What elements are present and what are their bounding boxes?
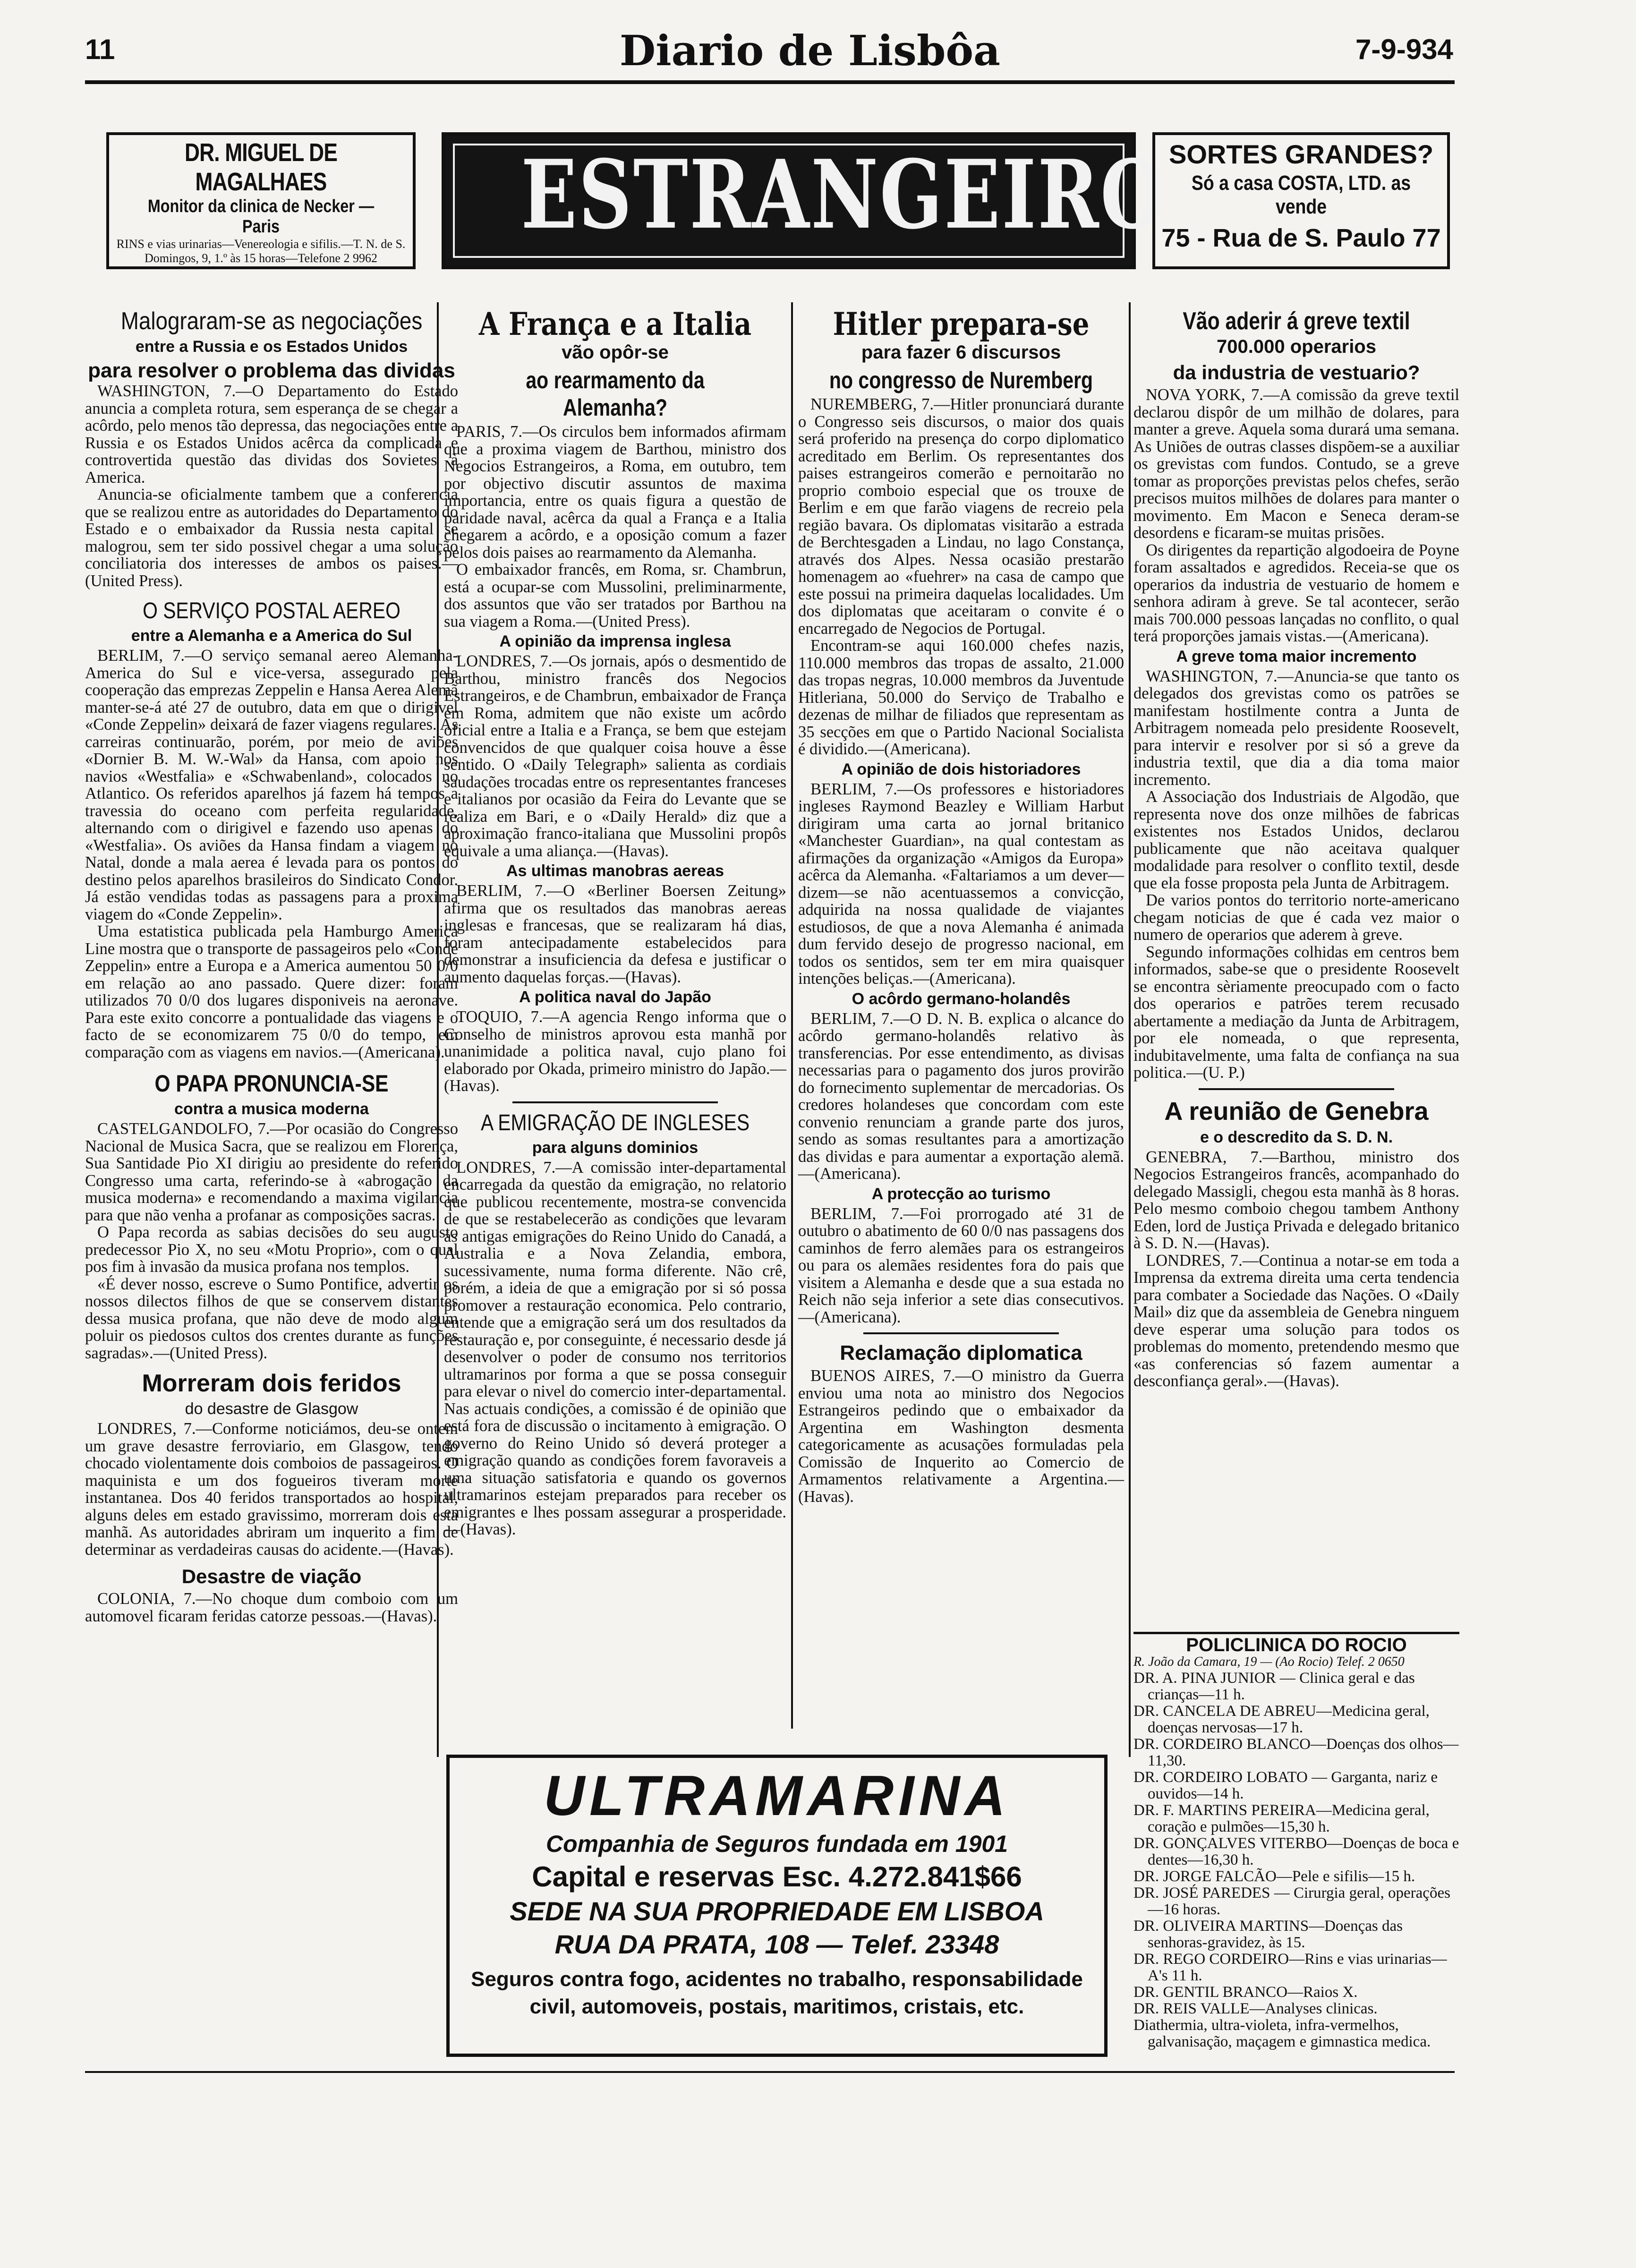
article-paragraph: LONDRES, 7.—Conforme noticiámos, deu-se ontem um grave desastre ferroviario, em Glasgow, tendo chocado violentamente dois comboios de passageiros. O maquinista e um dos fogueiros tiveram morte instantanea. Dos 40 feridos transportados ao hospital, alguns deles em estado gravissimo, morreram dois esta manhã. As autoridades abriram um inquerito a fim de determinar as verdadeiras causas do acidente.—(Havas). bbox=[85, 1420, 458, 1559]
subheadline: A politica naval do Japão bbox=[519, 988, 711, 1006]
article-paragraph: COLONIA, 7.—No choque dum comboio com um automovel ficaram feridas catorze pessoas.—(Havas). bbox=[85, 1590, 458, 1625]
subheadline: entre a Alemanha e a America do Sul bbox=[131, 627, 412, 645]
headline: Morreram dois feridos bbox=[142, 1370, 401, 1397]
headline: A França e a Italia bbox=[478, 306, 752, 342]
column-3 bbox=[798, 302, 1124, 1505]
column-1 bbox=[85, 302, 458, 1625]
headline: A reunião de Genebra bbox=[1164, 1097, 1429, 1125]
divider bbox=[1199, 1088, 1394, 1090]
masthead: Diario de Lisbôa bbox=[619, 26, 1001, 75]
ad-right-subtitle: Só a casa COSTA, LTD. as vende bbox=[1191, 171, 1411, 218]
subheadline: A greve toma maior incremento bbox=[1176, 647, 1417, 665]
list-item: Diathermia, ultra-violeta, infra-vermelhos, galvanisação, maçagem e gimnastica medica. bbox=[1133, 2017, 1431, 2050]
ad-right-address: 75 - Rua de S. Paulo 77 bbox=[1161, 224, 1441, 252]
column-rule bbox=[1129, 302, 1131, 1757]
list-item: DR. GENTIL BRANCO—Raios X. bbox=[1133, 1984, 1358, 2001]
headline: Reclamação diplomatica bbox=[840, 1341, 1082, 1364]
list-item: DR. JOSÉ PAREDES — Cirurgia geral, operações—16 horas. bbox=[1133, 1884, 1450, 1918]
article-paragraph: Encontram-se aqui 160.000 chefes nazis, 110.000 membros das tropas de assalto, 21.000 das tropas negras, 10.000 membros da Juventude Hitleriana, 50.000 do Serviço de Trabalho e dezenas de milhar de filiados que representam as 35 secções em que o Partido Nacional Socialista é dividido.—(Americana). bbox=[798, 637, 1124, 758]
list-item: DR. REGO CORDEIRO—Rins e vias urinarias—A's 11 h. bbox=[1133, 1951, 1447, 1984]
subheadline: 700.000 operarios bbox=[1217, 336, 1376, 357]
subheadline: e o descredito da S. D. N. bbox=[1200, 1128, 1393, 1146]
article-paragraph: PARIS, 7.—Os circulos bem informados afirmam que a proxima viagem de Barthou, ministro dos Negocios Estrangeiros, a Roma, em outubro, tem por objectivo discutir assuntos de maxima importancia, entre os quais figura a questão de paridade naval, acêrca da qual a França e a Italia chegarem a acôrdo, e a oposição comum a fazer pelos dois paises ao rearmamento da Alemanha. bbox=[444, 423, 786, 562]
list-item: DR. A. PINA JUNIOR — Clinica geral e das crianças—11 h. bbox=[1133, 1670, 1415, 1703]
column-rule bbox=[791, 302, 793, 1729]
list-item: DR. CANCELA DE ABREU—Medicina geral, doenças nervosas—17 h. bbox=[1133, 1703, 1430, 1736]
list-item: DR. CORDEIRO BLANCO—Doenças dos olhos—11,30. bbox=[1133, 1736, 1459, 1769]
article-paragraph: LONDRES, 7.—Os jornais, após o desmentido de Barthou, ministro francês dos Negocios Estrangeiros, e de Chambrun, embaixador de França em Roma, admitem que não existe um acôrdo oficial entre a Italia e a França, se bem que estejam convencidos de que qualquer coisa houve a êsse sentido. O «Daily Telegraph» salienta as cordiais saudações trocadas entre os representantes franceses e italianos por ocasião da Feira do Levante que se realiza em Bari, e o «Daily Herald» diz que a aproximação franco-italiana que Mussolini propôs equivale a uma aliança.—(Havas). bbox=[444, 652, 786, 860]
ad-ultramarina-seat: SEDE NA SUA PROPRIEDADE EM LISBOA bbox=[510, 1896, 1044, 1926]
headline: A EMIGRAÇÃO DE INGLESES bbox=[480, 1110, 750, 1135]
policlinica-ad bbox=[1133, 1632, 1459, 2050]
ad-left-subtitle: Monitor da clinica de Necker — Paris bbox=[147, 196, 375, 237]
subheadline: para resolver o problema das dividas bbox=[88, 359, 455, 382]
column-2 bbox=[444, 302, 786, 1538]
article-paragraph: NOVA YORK, 7.—A comissão da greve textil declarou dispôr de um milhão de dolares, para manter a greve. Aquela soma durará uma semana. As Uniões de outras classes dispõem-se a auxiliar os grevistas com fundos. Contudo, se a greve tomar as proporções previstas pelos chefes, serão precisos muitos milhões de dolares para manter o movimento. Em Macon e Seneca deram-se desordens e ficaram-se muitas prisões. bbox=[1133, 386, 1459, 542]
policlinica-title: POLICLINICA DO ROCIO bbox=[1133, 1632, 1459, 1654]
footer-rule bbox=[85, 2071, 1455, 2073]
ad-ultramarina bbox=[446, 1755, 1108, 2057]
subheadline: contra a musica moderna bbox=[174, 1100, 369, 1118]
subheadline: A opinião de dois historiadores bbox=[841, 760, 1081, 778]
article-paragraph: BERLIM, 7.—Foi prorrogado até 31 de outubro o abatimento de 60 0/0 nas passagens dos caminhos de ferro alemães para os estrangeiros ou para os alemães residentes fora do pais que visitem a Alemanha e desde que a sua estada no Reich não seja inferior a sete dias consecutivos.—(Americana). bbox=[798, 1204, 1124, 1326]
subheadline: O acôrdo germano-holandês bbox=[852, 989, 1071, 1008]
subheadline: vão opôr-se bbox=[562, 342, 669, 363]
article-paragraph: GENEBRA, 7.—Barthou, ministro dos Negocios Estrangeiros francês, acompanhado do delegado Massigli, chegou esta manhã às 8 horas. Pelo mesmo comboio chegou tambem Anthony Eden, lord de Justiça Privada e delegado britanico à S. D. N.—(Havas). bbox=[1133, 1148, 1459, 1252]
list-item: DR. GONÇALVES VITERBO—Doenças de boca e dentes—16,30 h. bbox=[1133, 1835, 1459, 1868]
article-paragraph: BERLIM, 7.—Os professores e historiadores ingleses Raymond Beazley e William Harbut dirigiram uma carta ao jornal britanico «Manchester Guardian», na qual contestam as afirmações da organização «Amigos da Europa» acêrca da Alemanha. «Faltariamos a um dever—dizem—se não acentuassemos a convicção, adquirida na nossa qualidade de viajantes estudiosos, de que a nova Alemanha é animada dum fervido desejo de progresso nacional, em todos os sentidos, sem ter em mira quaisquer intenções beliças.—(Americana). bbox=[798, 780, 1124, 988]
issue-date: 7-9-934 bbox=[1355, 34, 1453, 65]
ad-ultramarina-tagline: Companhia de Seguros fundada em 1901 bbox=[545, 1831, 1008, 1857]
article-paragraph: BERLIM, 7.—O serviço semanal aereo Alemanha-America do Sul e vice-versa, assegurado pela cooperação das emprezas Zeppelin e Hansa Aerea Alemã manter-se-á até 27 de outubro, data em que o dirigivel «Conde Zeppelin» deixará de fazer viagens regulares. As carreiras continuarão, porém, por meio de aviões «Dornier B. M. W.-Wal» da Hansa, com apoio nos navios «Westfalia» e «Schwabenland», colocados no Atlantico. Os referidos aparelhos já fazem há tempos a travessia do oceano com perfeita regularidade, alternando com o dirigivel e fazendo uso apenas do «Westfalia». Os aviões da Hansa findam a viagem no Natal, donde a mala aerea é levada para os pontos do destino pelos aparelhos brasileiros do Sindicato Condor. Já estão vendidas todas as passagens para a proxima viagem do «Conde Zeppelin». bbox=[85, 647, 458, 923]
article-paragraph: Segundo informações colhidas em centros bem informados, sabe-se que o presidente Roosevelt se encontra sèriamente preocupado com o facto dos operarios e patrões terem recusado abertamente a mediação da Junta de Arbitragem, por ele nomeada, o que representa, indubitavelmente, uma falta de confiança na sua politica.—(U. P.) bbox=[1133, 943, 1459, 1082]
section-title: ESTRANGEIRO bbox=[520, 139, 1166, 250]
article-paragraph: O Papa recorda as sabias decisões do seu augusto predecessor Pio X, no seu «Motu Proprio», com o qual pos fim à invasão da musica profana nos templos. bbox=[85, 1223, 458, 1276]
ad-ultramarina-services: Seguros contra fogo, acidentes no trabalho, responsabilidade civil, automoveis, postais, maritimos, cristais, etc. bbox=[471, 1968, 1083, 2018]
policlinica-address: R. João da Camara, 19 — (Ao Rocio) Telef. 2 0650 bbox=[1133, 1654, 1405, 1669]
article-paragraph: WASHINGTON, 7.—O Departamento do Estado anuncia a completa rotura, sem esperança de se chegar a acôrdo, pelo menos tão depressa, das negociações entre a Russia e os Estados Unidos acêrca da complicada e controvertida questão das dividas dos Sovietes à America. bbox=[85, 382, 458, 486]
article-paragraph: LONDRES, 7.—Continua a notar-se em toda a Imprensa da extrema direita uma certa tendencia para combater a Sociedade das Nações. O «Daily Mail» diz que da assembleia de Genebra ninguem deve esperar uma solução para todos os problemas do momento, pretendendo mesmo que «as conferencias só fazem aumentar a desconfiança geral».—(Havas). bbox=[1133, 1251, 1459, 1390]
headline: Malograram-se as negociações bbox=[120, 307, 423, 335]
article-paragraph: Anuncia-se oficialmente tambem que a conferencia que se realizou entre as autoridades do Departamento do Estado e o embaixador da Russia nesta capital se malogrou, sem ter sido possivel chegar a uma solução conciliatoria dos interesses de ambos os paises.—(United Press). bbox=[85, 486, 458, 590]
headline: Hitler prepara-se bbox=[833, 306, 1090, 342]
list-item: DR. JORGE FALCÃO—Pele e sifilis—15 h. bbox=[1133, 1868, 1415, 1885]
list-item: DR. F. MARTINS PEREIRA—Medicina geral, coração e pulmões—15,30 h. bbox=[1133, 1802, 1430, 1835]
article-paragraph: «É dever nosso, escreve o Sumo Pontifice, advertir os nossos dilectos filhos de que se conservem distantes dessa musica profana, que não deve de modo algum poluir os piedosos cultos dos crentes durante as funções sagradas».—(United Press). bbox=[85, 1275, 458, 1362]
headline: Desastre de viação bbox=[181, 1565, 362, 1587]
article-paragraph: Uma estatistica publicada pela Hamburgo America Line mostra que o transporte de passageiros pelo «Conde Zeppelin» entre a Europa e a America aumentou 50 0/0 em relação ao ano passado. Quere dizer: foram utilizados 70 0/0 dos lugares disponiveis na aeronave. Para este exito concorre a pontualidade das viagens e o facto de se economizarem 75 0/0 do tempo, em comparação com as viagens em navios.—(Americana). bbox=[85, 922, 458, 1061]
article-paragraph: BUENOS AIRES, 7.—O ministro da Guerra enviou uma nota ao ministro dos Negocios Estrangeiros pedindo que o embaixador da Argentina em Washington desmenta categoricamente as acusações formuladas pela Comissão de Inquerito ao Comercio de Armamentos relativamente a Argentina.—(Havas). bbox=[798, 1367, 1124, 1506]
article-paragraph: BERLIM, 7.—O D. N. B. explica o alcance do acôrdo germano-holandês relativo às transferencias. Por esse entendimento, as divisas necessarias para o pagamento dos juros provirão do fornecimento suplementar de mercadorias. Os credores holandeses que concordam com este convenio renunciam a grande parte dos juros, sendo as somas resultantes para a amortização das dividas e para aumentar a exportação alemã.—(Americana). bbox=[798, 1009, 1124, 1183]
ad-sortes-grandes bbox=[1152, 132, 1450, 269]
ad-doctor-magalhaes bbox=[106, 132, 416, 269]
column-4 bbox=[1133, 302, 1459, 1390]
ad-ultramarina-name: ULTRAMARINA bbox=[544, 1764, 1010, 1827]
subheadline: A opinião da imprensa inglesa bbox=[499, 632, 731, 650]
article-paragraph: LONDRES, 7.—A comissão inter-departamental encarregada da questão da emigração, no relatorio que publicou recentemente, mostra-se convencida de que se restabelecerão as condições que levaram às antigas emigrações do Reino Unido do Canadá, a Australia e a Nova Zelandia, embora, sucessivamente, numa forma diferente. Não crê, porém, a ideia de que a emigração por si só possa promover a restauração economica. Pelo contrario, entende que a emigração será um dos resultados da restauração e, por conseguinte, é necessario desde já desenvolver o poder de consumo nos territorios ultramarinos por forma a que se possa conseguir para elevar o nivel do comercio inter-departamental. Nas actuais condições, a comissão é de opinião que está fora de discussão o incitamento à emigração. O governo do Reino Unido só deverá proteger a emigração quando as condições forem favoraveis a uma situação satisfatoria e quando os governos ultramarinos estejam preparados para receber os emigrantes e lhes possam assegurar a prosperidade.—(Havas). bbox=[444, 1158, 786, 1538]
subheadline: para alguns dominios bbox=[532, 1138, 699, 1157]
subheadline: do desastre de Glasgow bbox=[185, 1400, 358, 1418]
header-rule bbox=[85, 80, 1455, 84]
ad-left-details: RINS e vias urinarias—Venereologia e sifilis.—T. N. de S. Domingos, 9, 1.º às 15 horas—Telefone 2 9962 bbox=[116, 237, 406, 265]
subheadline: da industria de vestuario? bbox=[1173, 361, 1420, 384]
list-item: DR. CORDEIRO LOBATO — Garganta, nariz e ouvidos—14 h. bbox=[1133, 1769, 1438, 1802]
article-paragraph: Os dirigentes da repartição algodoeira de Poyne foram assaltados e agredidos. Receia-se que os operarios da industria de vestuario de homem e senhora adiram à greve. Se tal acontecer, serão mais 700.000 pessoas lançadas no conflito, o qual terá proporções jamais vistas.—(Americana). bbox=[1133, 541, 1459, 645]
article-paragraph: CASTELGANDOLFO, 7.—Por ocasião do Congresso Nacional de Musica Sacra, que se realizou em Florença, Sua Santidade Pio XI dirigiu ao presidente do referido Congresso uma carta, referindo-se à «abrogação da musica moderna» e recomendando a maxima vigilancia para que não venha a profanar as composições sacras. bbox=[85, 1120, 458, 1224]
subheadline: A protecção ao turismo bbox=[871, 1185, 1051, 1203]
subheadline: para fazer 6 discursos bbox=[861, 342, 1061, 363]
article-paragraph: O embaixador francês, em Roma, sr. Chambrun, está a ocupar-se com Mussolini, preliminarmente, dos assuntos que vão ser tratados por Barthou na sua viagem a Roma.—(United Press). bbox=[444, 561, 786, 631]
article-paragraph: BERLIM, 7.—O «Berliner Boersen Zeitung» afirma que os resultados das manobras aereas inglesas e francesas, que se realizaram há dias, foram antecipadamente estabelecidos para demonstrar a insuficiencia da defesa e justificar o aumento daquelas forças.—(Havas). bbox=[444, 882, 786, 986]
ad-right-headline: SORTES GRANDES? bbox=[1168, 139, 1434, 169]
subheadline: ao rearmamento da Alemanha? bbox=[526, 367, 705, 421]
ad-ultramarina-address: RUA DA PRATA, 108 — Telef. 23348 bbox=[554, 1929, 999, 1959]
divider bbox=[863, 1332, 1059, 1334]
list-item: DR. OLIVEIRA MARTINS—Doenças das senhoras-gravidez, às 15. bbox=[1133, 1918, 1403, 1951]
article-paragraph: NUREMBERG, 7.—Hitler pronunciará durante o Congresso seis discursos, o maior dos quais será proferido na presença do corpo diplomatico acreditado em Berlim. Os representantes dos paises estrangeiros comerão e pernoitarão no proprio comboio especial que os trouxe de Berlim e em que farão viagens de recreio pela região bavara. Os diplomatas visitarão a estrada de Berchtesgaden a Lindau, no lago Constança, através dos Alpes. Nessa ocasião prestarão homenagem ao «fuehrer» na casa de campo que este possui na primeira daquelas localidades. Um dos diplomatas que aceitaram o convite é o encarregado de Negocios de Portugal. bbox=[798, 395, 1124, 638]
section-banner bbox=[442, 132, 1166, 269]
headline: O SERVIÇO POSTAL AEREO bbox=[143, 598, 400, 623]
subheadline: no congresso de Nuremberg bbox=[829, 367, 1093, 393]
ad-left-name: DR. MIGUEL DE MAGALHAES bbox=[184, 138, 338, 196]
article-paragraph: TOQUIO, 7.—A agencia Rengo informa que o Conselho de ministros aprovou esta manhã por unanimidade a politica naval, cujo plano foi elaborado por Okada, primeiro ministro do Japão.—(Havas). bbox=[444, 1008, 786, 1095]
article-paragraph: De varios pontos do territorio norte-americano chegam noticias de que é cada vez maior o numero de operarios que aderem à greve. bbox=[1133, 891, 1459, 944]
divider bbox=[512, 1101, 718, 1103]
list-item: DR. REIS VALLE—Analyses clinicas. bbox=[1133, 2000, 1378, 2017]
headline: Vão aderir á greve textil bbox=[1183, 307, 1410, 335]
subheadline: As ultimas manobras aereas bbox=[506, 862, 724, 880]
article-paragraph: A Associação dos Industriais de Algodão, que representa nove dos onze milhões de fabricas existentes nos Estados Unidos, declarou publicamente que não aceitava qualquer modalidade para resolver o conflito textil, desde que ela fosse proposta pela Junta de Arbitragem. bbox=[1133, 788, 1459, 892]
page-number: 11 bbox=[85, 34, 115, 65]
article-paragraph: WASHINGTON, 7.—Anuncia-se que tanto os delegados dos grevistas como os patrões se manifestam hostilmente contra a Junta de Arbitragem nomeada pelo presidente Roosevelt, para intervir e resolver por si só a greve da industria textil, que dia a dia toma maior incremento. bbox=[1133, 667, 1459, 789]
subheadline: entre a Russia e os Estados Unidos bbox=[135, 338, 408, 356]
ad-ultramarina-capital: Capital e reservas Esc. 4.272.841$66 bbox=[532, 1861, 1022, 1893]
headline: O PAPA PRONUNCIA-SE bbox=[154, 1070, 389, 1097]
